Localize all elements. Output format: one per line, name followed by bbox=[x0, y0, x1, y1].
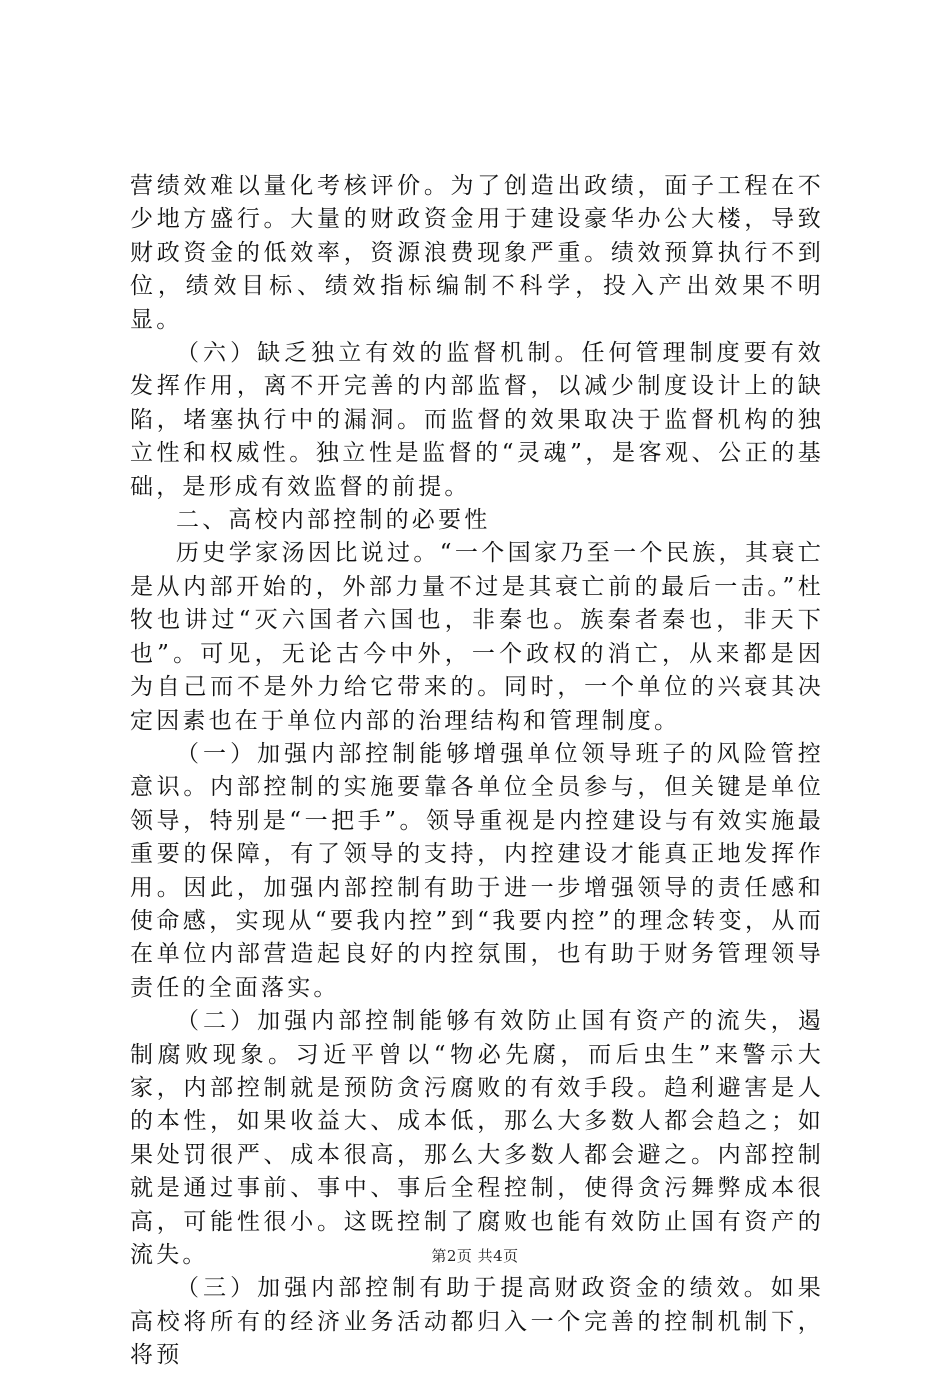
section-heading-necessity: 二、高校内部控制的必要性 bbox=[176, 507, 491, 534]
document-body bbox=[130, 170, 824, 1373]
page-number-footer: 第2页 共4页 bbox=[431, 1247, 519, 1265]
paragraph-three-fund-performance: （三）加强内部控制有助于提高财政资金的绩效。如果高校将所有的经济业务活动都归入一个完善的控制机制下，将预 bbox=[130, 1275, 824, 1369]
paragraph-six-supervision: （六）缺乏独立有效的监督机制。任何管理制度要有效发挥作用，离不开完善的内部监督，以减少制度设计上的缺陷，堵塞执行中的漏洞。而监督的效果取决于监督机构的独立性和权威性。独立性是监督的“灵魂”，是客观、公正的基础，是形成有效监督的前提。 bbox=[130, 340, 824, 500]
paragraph-continuation: 营绩效难以量化考核评价。为了创造出政绩，面子工程在不少地方盛行。大量的财政资金用于建设豪华办公大楼，导致财政资金的低效率，资源浪费现象严重。绩效预算执行不到位，绩效目标、绩效指标编制不科学，投入产出效果不明显。 bbox=[130, 173, 824, 333]
paragraph-one-risk-awareness: （一）加强内部控制能够增强单位领导班子的风险管控意识。内部控制的实施要靠各单位全员参与，但关键是单位领导，特别是“一把手”。领导重视是内控建设与有效实施最重要的保障，有了领导的支持，内控建设才能真正地发挥作用。因此，加强内部控制有助于进一步增强领导的责任感和使命感，实现从“要我内控”到“我要内控”的理念转变，从而在单位内部营造起良好的内控氛围，也有助于财务管理领导责任的全面落实。 bbox=[130, 740, 824, 1001]
paragraph-toynbee-quote: 历史学家汤因比说过。“一个国家乃至一个民族，其衰亡是从内部开始的，外部力量不过是其衰亡前的最后一击。”杜牧也讲过“灭六国者六国也，非秦也。族秦者秦也，非天下也”。可见，无论古今中外，一个政权的消亡，从来都是因为自己而不是外力给它带来的。同时，一个单位的兴衰其决定因素也在于单位内部的治理结构和管理制度。 bbox=[130, 540, 824, 734]
paragraph-two-asset-protection: （二）加强内部控制能够有效防止国有资产的流失，遏制腐败现象。习近平曾以“物必先腐，而后虫生”来警示大家，内部控制就是预防贪污腐败的有效手段。趋利避害是人的本性，如果收益大、成本低，那么大多数人都会趋之；如果处罚很严、成本很高，那么大多数人都会避之。内部控制就是通过事前、事中、事后全程控制，使得贪污舞弊成本很高，可能性很小。这既控制了腐败也能有效防止国有资产的流失。 bbox=[130, 1008, 824, 1268]
